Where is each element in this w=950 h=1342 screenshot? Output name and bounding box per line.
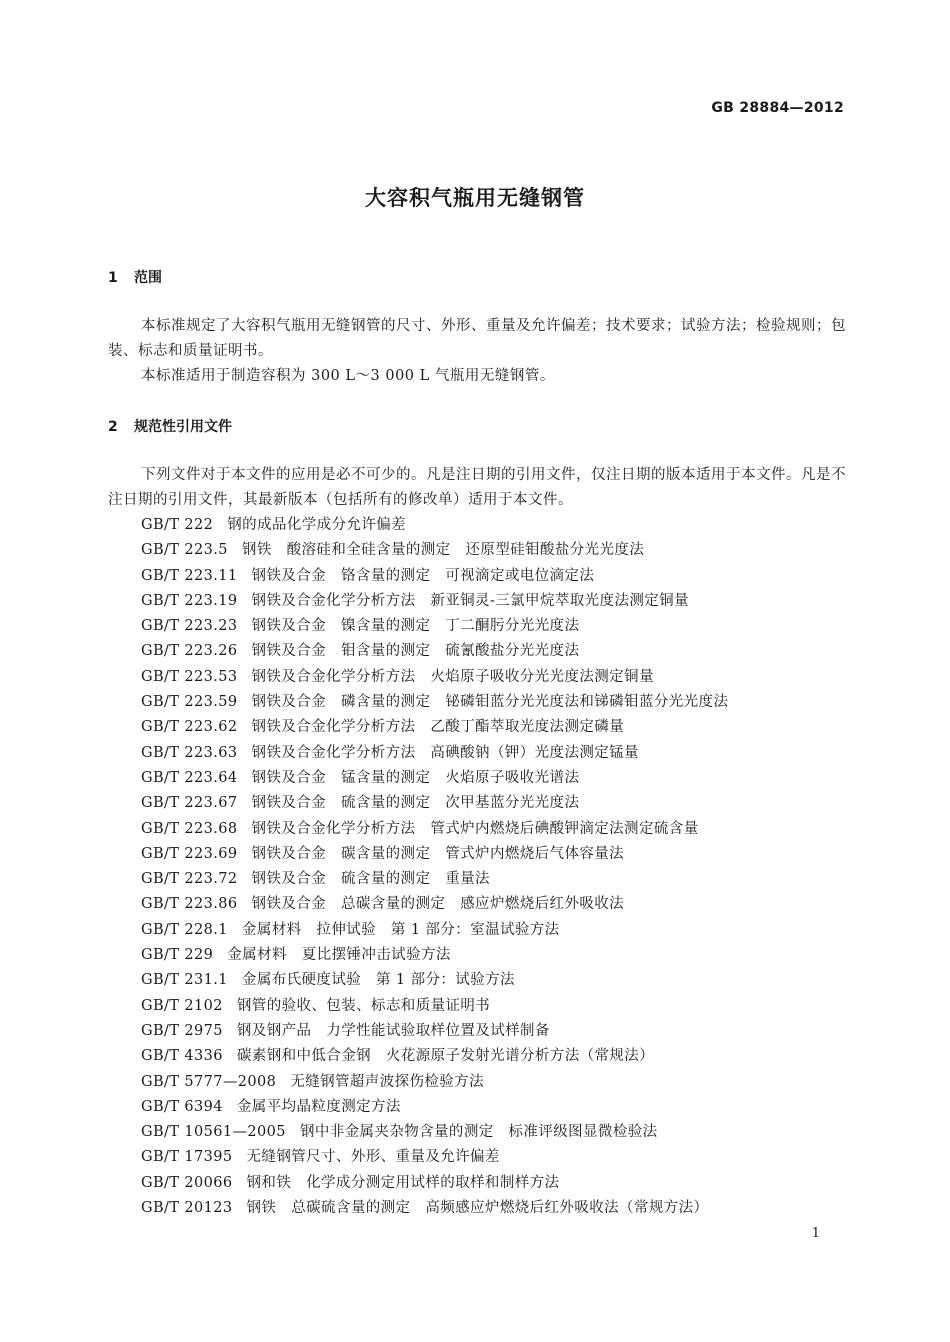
reference-item <box>141 589 861 614</box>
reference-item <box>141 968 861 993</box>
reference-item <box>141 639 861 664</box>
reference-title: 金属平均晶粒度测定方法 <box>236 1098 401 1115</box>
reference-item <box>141 665 861 690</box>
reference-item <box>141 1070 861 1095</box>
reference-code: GB/T 5777—2008 <box>141 1073 277 1090</box>
reference-code: GB/T 223.23 <box>141 618 238 635</box>
reference-title: 钢铁 酸溶硅和全硅含量的测定 还原型硅钼酸盐分光光度法 <box>241 542 645 559</box>
reference-title: 钢铁及合金 钼含量的测定 硫氰酸盐分光光度法 <box>251 643 580 660</box>
reference-item <box>141 564 861 589</box>
reference-item <box>141 1095 861 1120</box>
section-heading-scope <box>108 267 162 287</box>
reference-title: 钢铁及合金 碳含量的测定 管式炉内燃烧后气体容量法 <box>251 845 625 862</box>
reference-code: GB/T 223.67 <box>141 795 238 812</box>
reference-list <box>141 513 861 1221</box>
reference-code: GB/T 223.5 <box>141 542 228 559</box>
reference-code: GB/T 223.19 <box>141 592 238 609</box>
reference-item <box>141 538 861 563</box>
reference-item <box>141 690 861 715</box>
reference-item <box>141 1145 861 1170</box>
reference-title: 金属材料 拉伸试验 第 1 部分：室温试验方法 <box>241 921 560 938</box>
reference-code: GB/T 231.1 <box>141 972 228 989</box>
reference-title: 钢铁及合金化学分析方法 火焰原子吸收分光光度法测定铜量 <box>251 668 654 685</box>
section-title: 范围 <box>134 270 162 286</box>
reference-title: 钢铁及合金 锰含量的测定 火焰原子吸收光谱法 <box>251 769 580 786</box>
reference-code: GB/T 223.26 <box>141 643 238 660</box>
reference-item <box>141 715 861 740</box>
reference-code: GB/T 17395 <box>141 1149 233 1166</box>
paragraph: 本标准规定了大容积气瓶用无缝钢管的尺寸、外形、重量及允许偏差；技术要求；试验方法；检验规则；包装、标志和质量证明书。 <box>108 318 846 359</box>
reference-title: 钢及钢产品 力学性能试验取样位置及试样制备 <box>236 1022 550 1039</box>
reference-code: GB/T 223.59 <box>141 694 238 711</box>
reference-title: 钢和铁 化学成分测定用试样的取样和制样方法 <box>246 1174 560 1191</box>
reference-title: 钢铁及合金 硫含量的测定 次甲基蓝分光光度法 <box>251 795 580 812</box>
reference-code: GB/T 2102 <box>141 997 223 1014</box>
reference-title: 钢铁及合金 铬含量的测定 可视滴定或电位滴定法 <box>251 567 595 584</box>
reference-code: GB/T 223.72 <box>141 871 238 888</box>
reference-title: 钢铁及合金化学分析方法 新亚铜灵-三氯甲烷萃取光度法测定铜量 <box>251 592 689 609</box>
reference-title: 钢铁及合金 硫含量的测定 重量法 <box>251 871 490 888</box>
reference-code: GB/T 223.68 <box>141 820 238 837</box>
reference-title: 钢铁及合金 磷含量的测定 铋磷钼蓝分光光度法和锑磷钼蓝分光光度法 <box>251 694 729 711</box>
reference-title: 钢铁及合金 总碳含量的测定 感应炉燃烧后红外吸收法 <box>251 896 625 913</box>
reference-item <box>141 1196 861 1221</box>
reference-code: GB/T 223.63 <box>141 744 238 761</box>
reference-title: 钢铁 总碳硫含量的测定 高频感应炉燃烧后红外吸收法（常规方法） <box>246 1200 709 1217</box>
paragraph: 下列文件对于本文件的应用是必不可少的。凡是注日期的引用文件，仅注日期的版本适用于本文件。凡是不注日期的引用文件，其最新版本（包括所有的修改单）适用于本文件。 <box>108 467 846 508</box>
reference-code: GB/T 10561—2005 <box>141 1124 286 1141</box>
reference-code: GB/T 223.64 <box>141 769 238 786</box>
section-number: 2 <box>108 419 118 435</box>
reference-item <box>141 614 861 639</box>
standard-code: GB 28884—2012 <box>711 100 844 116</box>
reference-code: GB/T 229 <box>141 947 214 964</box>
reference-title: 钢铁及合金化学分析方法 管式炉内燃烧后碘酸钾滴定法测定硫含量 <box>251 820 699 837</box>
reference-title: 钢铁及合金 镍含量的测定 丁二酮肟分光光度法 <box>251 618 580 635</box>
reference-title: 无缝钢管尺寸、外形、重量及允许偏差 <box>246 1149 500 1166</box>
document-title: 大容积气瓶用无缝钢管 <box>365 186 585 210</box>
reference-title: 金属材料 夏比摆锤冲击试验方法 <box>227 947 451 964</box>
reference-title: 钢中非金属夹杂物含量的测定 标准评级图显微检验法 <box>299 1124 658 1141</box>
reference-code: GB/T 4336 <box>141 1048 223 1065</box>
scope-text <box>108 314 848 389</box>
reference-code: GB/T 223.86 <box>141 896 238 913</box>
reference-item <box>141 817 861 842</box>
reference-code: GB/T 20066 <box>141 1174 233 1191</box>
reference-title: 钢的成品化学成分允许偏差 <box>227 517 407 533</box>
reference-code: GB/T 223.53 <box>141 668 238 685</box>
reference-item <box>141 513 861 538</box>
reference-title: 钢管的验收、包装、标志和质量证明书 <box>236 997 491 1014</box>
reference-title: 无缝钢管超声波探伤检验方法 <box>290 1073 485 1090</box>
reference-item <box>141 918 861 943</box>
paragraph: 本标准适用于制造容积为 300 L～3 000 L 气瓶用无缝钢管。 <box>141 368 555 384</box>
reference-code: GB/T 223.69 <box>141 845 238 862</box>
reference-title: 碳素钢和中低合金钢 火花源原子发射光谱分析方法（常规法） <box>236 1048 655 1065</box>
section-number: 1 <box>108 270 118 286</box>
reference-code: GB/T 20123 <box>141 1200 233 1217</box>
reference-code: GB/T 2975 <box>141 1022 223 1039</box>
reference-code: GB/T 223.11 <box>141 567 238 584</box>
reference-title: 钢铁及合金化学分析方法 高碘酸钠（钾）光度法测定锰量 <box>251 744 639 761</box>
references-intro <box>108 463 848 513</box>
section-heading-references <box>108 416 232 436</box>
reference-item <box>141 1019 861 1044</box>
reference-item <box>141 994 861 1019</box>
reference-item <box>141 842 861 867</box>
reference-title: 钢铁及合金化学分析方法 乙酸丁酯萃取光度法测定磷量 <box>251 719 625 736</box>
reference-title: 金属布氏硬度试验 第 1 部分：试验方法 <box>241 972 515 989</box>
reference-item <box>141 892 861 917</box>
reference-item <box>141 741 861 766</box>
page-number: 1 <box>811 1226 820 1241</box>
reference-item <box>141 1171 861 1196</box>
reference-item <box>141 867 861 892</box>
reference-code: GB/T 228.1 <box>141 921 228 938</box>
reference-code: GB/T 222 <box>141 517 214 533</box>
reference-item <box>141 943 861 968</box>
reference-code: GB/T 223.62 <box>141 719 238 736</box>
section-title: 规范性引用文件 <box>134 419 232 435</box>
reference-item <box>141 791 861 816</box>
reference-item <box>141 1120 861 1145</box>
reference-item <box>141 766 861 791</box>
reference-item <box>141 1044 861 1069</box>
reference-code: GB/T 6394 <box>141 1098 223 1115</box>
